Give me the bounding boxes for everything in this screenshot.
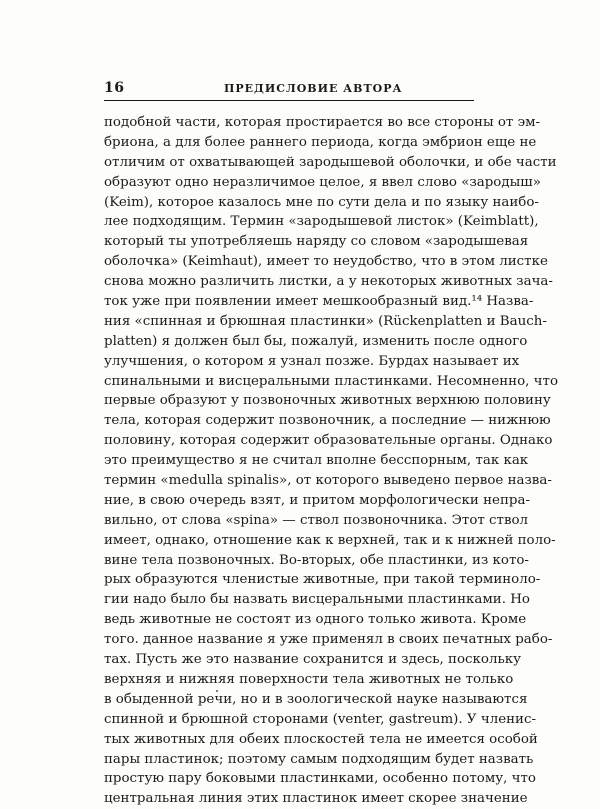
text-line: того. данное название я уже применял в своих печатных рабо- bbox=[104, 632, 553, 648]
page-number: 16 bbox=[104, 80, 125, 96]
text-line: лее подходящим. Термин «зародышевой листок» (Keimblatt), bbox=[104, 214, 539, 230]
text-line: спинной и брюшной сторонами (venter, gastreum). У членис- bbox=[104, 711, 537, 727]
text-line: вине тела позвоночных. Во-вторых, обе пластинки, из кото- bbox=[104, 552, 529, 568]
text-line: в обыденной речи, но и в зоологической науке называются bbox=[104, 691, 528, 707]
text-line: который ты употребляешь наряду со словом «зародышевая bbox=[104, 234, 529, 250]
text-line: центральная линия этих пластинок имеет скорее значение bbox=[104, 791, 528, 807]
text-line: тела, которая содержит позвоночник, а последние — нижнюю bbox=[104, 413, 551, 429]
text-line: ние, в свою очередь взят, и притом морфологически непра- bbox=[104, 492, 530, 508]
text-line: (Keim), которое казалось мне по сути дела и по языку наибо- bbox=[104, 194, 539, 210]
text-line: снова можно различить листки, а у некоторых животных зача- bbox=[104, 274, 553, 290]
text-line: оболочка» (Keimhaut), имеет то неудобство, что в этом листке bbox=[104, 254, 548, 270]
text-line: отличим от охватывающей зародышевой оболочки, и обе части bbox=[104, 154, 557, 170]
header-rule bbox=[104, 100, 474, 101]
text-line: тых животных для обеих плоскостей тела не имеется особой bbox=[104, 731, 538, 747]
text-line: первые образуют у позвоночных животных верхнюю половину bbox=[104, 393, 551, 409]
text-line: бриона, а для более раннего периода, когда эмбрион еще не bbox=[104, 134, 537, 150]
text-line: образуют одно неразличимое целое, я ввел слово «зародыш» bbox=[104, 174, 541, 190]
text-line: тах. Пусть же это название сохранится и здесь, поскольку bbox=[104, 652, 522, 668]
text-line: рых образуются членистые животные, при такой терминоло- bbox=[104, 572, 541, 588]
text-line: ведь животные не состоят из одного только живота. Кроме bbox=[104, 612, 527, 628]
body-text bbox=[104, 113, 559, 809]
text-line: ния «спинная и брюшная пластинки» (Rückenplatten и Bauch- bbox=[104, 313, 547, 329]
text-line: термин «medulla spinalis», от которого выведено первое назва- bbox=[104, 473, 552, 489]
text-line: это преимущество я не считал вполне бесспорным, так как bbox=[104, 453, 529, 469]
text-line: улучшения, о котором я узнал позже. Бурдах называет их bbox=[104, 353, 520, 369]
text-line: пары пластинок; поэтому самым подходящим будет назвать bbox=[104, 751, 534, 767]
text-line: половину, которая содержит образовательные органы. Однако bbox=[104, 433, 553, 449]
text-line: platten) я должен был бы, пожалуй, изменить после одного bbox=[104, 333, 528, 349]
text-line: гии надо было бы назвать висцеральными пластинками. Но bbox=[104, 592, 530, 608]
print-speck bbox=[216, 690, 218, 692]
running-head: ПРЕДИСЛОВИЕ АВТОРА bbox=[224, 82, 403, 95]
text-line: ток уже при появлении имеет мешкообразный вид.¹⁴ Назва- bbox=[104, 294, 534, 310]
text-line: простую пару боковыми пластинками, особенно потому, что bbox=[104, 771, 536, 787]
text-line: подобной части, которая простирается во все стороны от эм- bbox=[104, 115, 541, 130]
text-line: имеет, однако, отношение как к верхней, так и к нижней поло- bbox=[104, 532, 556, 548]
text-line: верхняя и нижняя поверхности тела животных не только bbox=[104, 671, 514, 687]
page-header bbox=[104, 80, 474, 100]
text-line: вильно, от слова «spina» — ствол позвоночника. Этот ствол bbox=[104, 512, 529, 528]
text-line: спинальными и висцеральными пластинками. Несомненно, что bbox=[104, 373, 559, 389]
